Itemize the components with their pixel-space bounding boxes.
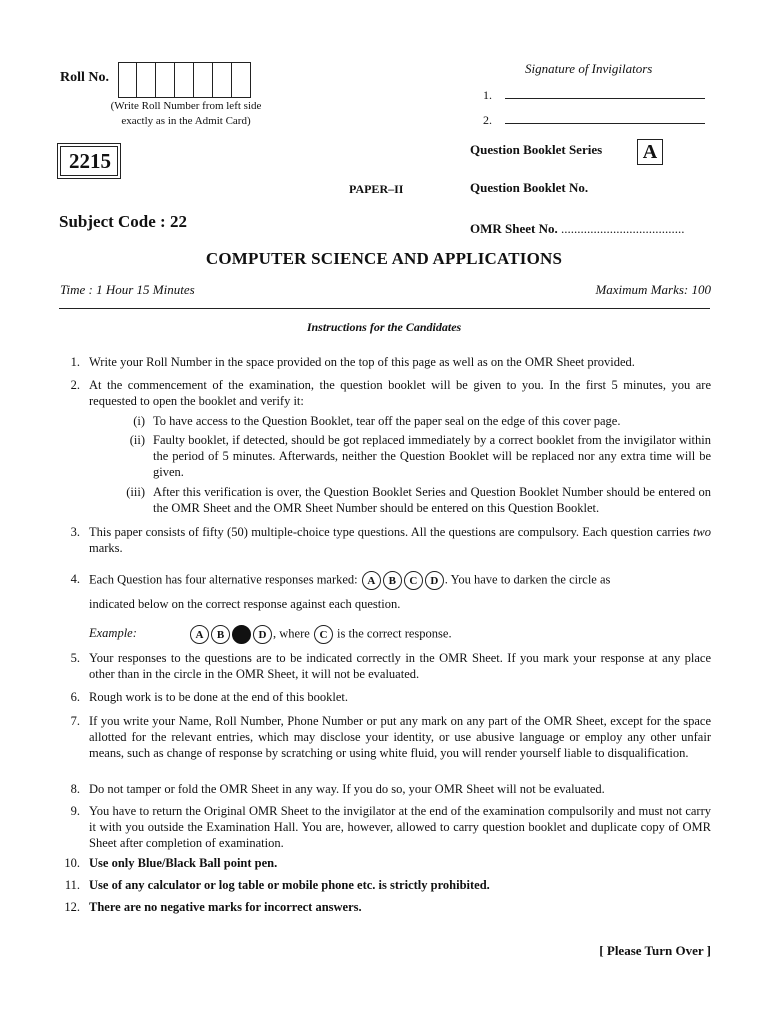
instruction-text: There are no negative marks for incorrect answers. (89, 900, 362, 914)
instruction-number: 11. (64, 878, 80, 892)
roll-note-line: exactly as in the Admit Card) (121, 115, 251, 127)
instruction-number: 2. (70, 378, 80, 392)
example-where: , where (273, 626, 310, 641)
time-allowed: Time : 1 Hour 15 Minutes (60, 282, 195, 297)
instruction-number: 7. (70, 714, 80, 728)
instruction-text: Use only Blue/Black Ball point pen. (89, 856, 278, 870)
question-booklet-series-label: Question Booklet Series (470, 142, 603, 157)
roll-digit-box[interactable] (213, 62, 232, 98)
signature-title: Signature of Invigilators (525, 61, 653, 76)
signature-2-line[interactable] (505, 123, 705, 124)
signature-1-line[interactable] (505, 98, 705, 99)
instruction-text: Do not tamper or fold the OMR Sheet in any way. If you do so, your OMR Sheet will not be evaluated. (89, 782, 605, 796)
question-booklet-number-label: Question Booklet No. (470, 180, 589, 195)
instruction-text: Rough work is to be done at the end of this booklet. (89, 690, 348, 704)
instruction-number: 9. (70, 804, 80, 818)
roll-digit-box[interactable] (175, 62, 194, 98)
instruction-text-emphasis: two (692, 525, 711, 539)
instruction-number: 12. (64, 900, 80, 914)
signature-2-label: 2. (483, 113, 492, 127)
example-correct-circle: C (314, 625, 333, 644)
example-tail: is the correct response. (337, 626, 452, 641)
instruction-text: Use of any calculator or log table or mobile phone etc. is strictly prohibited. (89, 878, 490, 892)
sub-instruction-number: (ii) (129, 433, 145, 447)
roll-digit-box[interactable] (194, 62, 213, 98)
roll-number-note (86, 99, 286, 129)
signature-1-label: 1. (483, 88, 492, 102)
example-filled-circle (232, 625, 251, 644)
instruction-text-part: Each Question has four alternative responses marked: (89, 572, 358, 587)
subject-code: Subject Code : 22 (59, 212, 187, 231)
sub-instruction-text: After this verification is over, the Question Booklet Series and Question Booklet Number should be entered on the OMR Sheet and the OMR Sheet Number should be entered on this Question Booklet. (153, 485, 711, 515)
instruction-number: 1. (70, 355, 80, 369)
example-label: Example: (89, 626, 137, 641)
option-a-circle: A (362, 571, 381, 590)
option-b-circle: B (383, 571, 402, 590)
option-c-circle: C (404, 571, 423, 590)
instruction-text-part: marks. (89, 541, 123, 555)
sub-instruction-number: (iii) (126, 485, 145, 499)
instruction-text: indicated below on the correct response against each question. (89, 597, 401, 611)
booklet-series-value: A (637, 139, 663, 165)
omr-sheet-number (470, 221, 685, 237)
instruction-number: 5. (70, 651, 80, 665)
omr-sheet-blank[interactable]: ...................................... (561, 221, 685, 236)
roll-number-boxes[interactable] (118, 62, 251, 98)
paper-code: 2215 (60, 146, 118, 176)
sub-instruction-number: (i) (133, 414, 145, 428)
option-d-circle: D (425, 571, 444, 590)
instruction-number: 6. (70, 690, 80, 704)
instruction-number: 3. (70, 525, 80, 539)
example-option-b: B (211, 625, 230, 644)
roll-digit-box[interactable] (156, 62, 175, 98)
maximum-marks: Maximum Marks: 100 (595, 282, 711, 297)
instruction-number: 10. (64, 856, 80, 870)
example-content (89, 625, 711, 644)
instruction-number: 4. (70, 572, 80, 586)
instruction-text (89, 524, 711, 556)
roll-digit-box[interactable] (232, 62, 251, 98)
roll-digit-box[interactable] (118, 62, 137, 98)
example-option-a: A (190, 625, 209, 644)
roll-digit-box[interactable] (137, 62, 156, 98)
omr-sheet-label: OMR Sheet No. (470, 221, 558, 236)
instructions-heading: Instructions for the Candidates (306, 320, 462, 334)
instruction-text: You have to return the Original OMR Sheet to the invigilator at the end of the examination compulsorily and must not carry it with you outside the Examination Hall. You are, however, allowed to carry question booklet and duplicate copy of OMR Sheet after completion of examination. (89, 804, 711, 850)
instruction-text (89, 571, 711, 590)
paper-label: PAPER–II (349, 182, 404, 196)
roll-number-label: Roll No. (60, 70, 109, 85)
instruction-text: At the commencement of the examination, the question booklet will be given to you. In the first 5 minutes, you are requested to open the booklet and verify it: (89, 378, 711, 408)
instruction-text-part: This paper consists of fifty (50) multiple-choice type questions. All the questions are compulsory. Each question carries (89, 525, 693, 539)
instruction-text: Write your Roll Number in the space provided on the top of this page as well as on the OMR Sheet provided. (89, 355, 635, 369)
instruction-text: Your responses to the questions are to be indicated correctly in the OMR Sheet. If you mark your response at any place other than in the circle in the OMR Sheet, it will not be evaluated. (89, 651, 711, 681)
instruction-text-part: . You have to darken the circle as (444, 572, 611, 587)
sub-instruction-text: Faulty booklet, if detected, should be got replaced immediately by a correct booklet from the invigilator within the period of 5 minutes. Afterwards, neither the Question Booklet will be replaced nor any extra time will be given. (153, 433, 711, 479)
please-turn-over: [ Please Turn Over ] (599, 943, 711, 958)
example-option-d: D (253, 625, 272, 644)
instruction-number: 8. (70, 782, 80, 796)
exam-title: COMPUTER SCIENCE AND APPLICATIONS (205, 249, 563, 268)
roll-note-line: (Write Roll Number from left side (110, 100, 262, 112)
divider (59, 308, 710, 309)
instruction-text: If you write your Name, Roll Number, Phone Number or put any mark on any part of the OMR Sheet, except for the space allotted for the relevant entries, which may disclose your identity, or use abusive language or employ any other unfair means, such as change of response by scratching or using white fluid, you will render yourself liable to disqualification. (89, 714, 711, 760)
sub-instruction-text: To have access to the Question Booklet, tear off the paper seal on the edge of this cover page. (153, 414, 621, 428)
